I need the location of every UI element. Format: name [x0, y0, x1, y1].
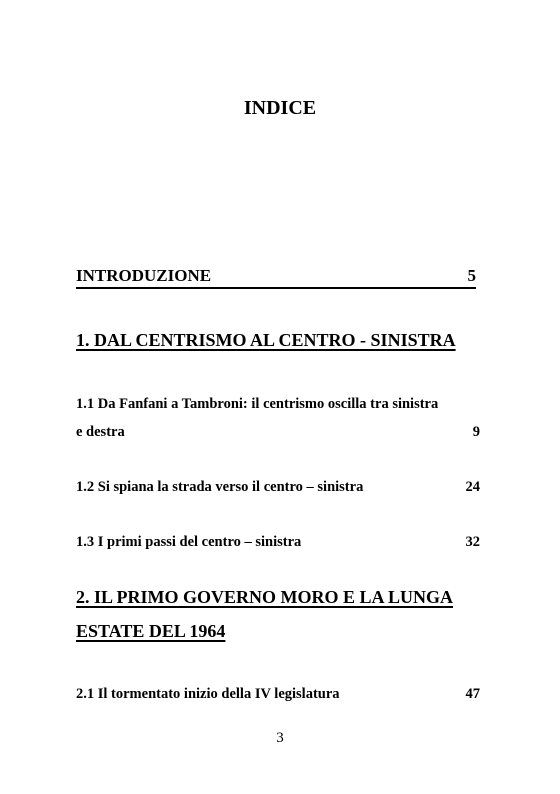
toc-entry-1-3[interactable]	[76, 534, 480, 551]
toc-entry-page: 5	[467, 266, 476, 285]
toc-entry-1-2[interactable]	[76, 479, 480, 496]
toc-entry-label: 1.3 I primi passi del centro – sinistra	[76, 534, 302, 550]
toc-entry-page: 47	[465, 686, 480, 702]
toc-entry-label: INTRODUZIONE	[76, 266, 212, 285]
toc-entry-label-continued: e destra	[76, 424, 125, 440]
toc-entry-introduzione[interactable]	[76, 266, 476, 289]
chapter-2-heading-continued[interactable]: ESTATE DEL 1964	[76, 621, 226, 641]
toc-entry-page: 9	[472, 424, 480, 440]
toc-entry-label: 1.2 Si spiana la strada verso il centro – sinistra	[76, 479, 364, 495]
toc-entry-2-1[interactable]	[76, 686, 480, 703]
toc-entry-page: 24	[465, 479, 480, 495]
toc-entry-label: 1.1 Da Fanfani a Tambroni: il centrismo oscilla tra sinistra	[76, 396, 439, 412]
page-title: INDICE	[243, 97, 317, 119]
chapter-1-heading[interactable]: 1. DAL CENTRISMO AL CENTRO - SINISTRA	[76, 330, 456, 350]
toc-entry-label: 2.1 Il tormentato inizio della IV legislatura	[76, 686, 340, 702]
chapter-2-heading[interactable]: 2. IL PRIMO GOVERNO MORO E LA LUNGA	[76, 587, 454, 607]
toc-entry-1-1-continued[interactable]	[76, 424, 480, 441]
toc-entry-page: 32	[465, 534, 480, 550]
page-number: 3	[276, 730, 284, 746]
toc-entry-1-1[interactable]	[76, 396, 480, 413]
